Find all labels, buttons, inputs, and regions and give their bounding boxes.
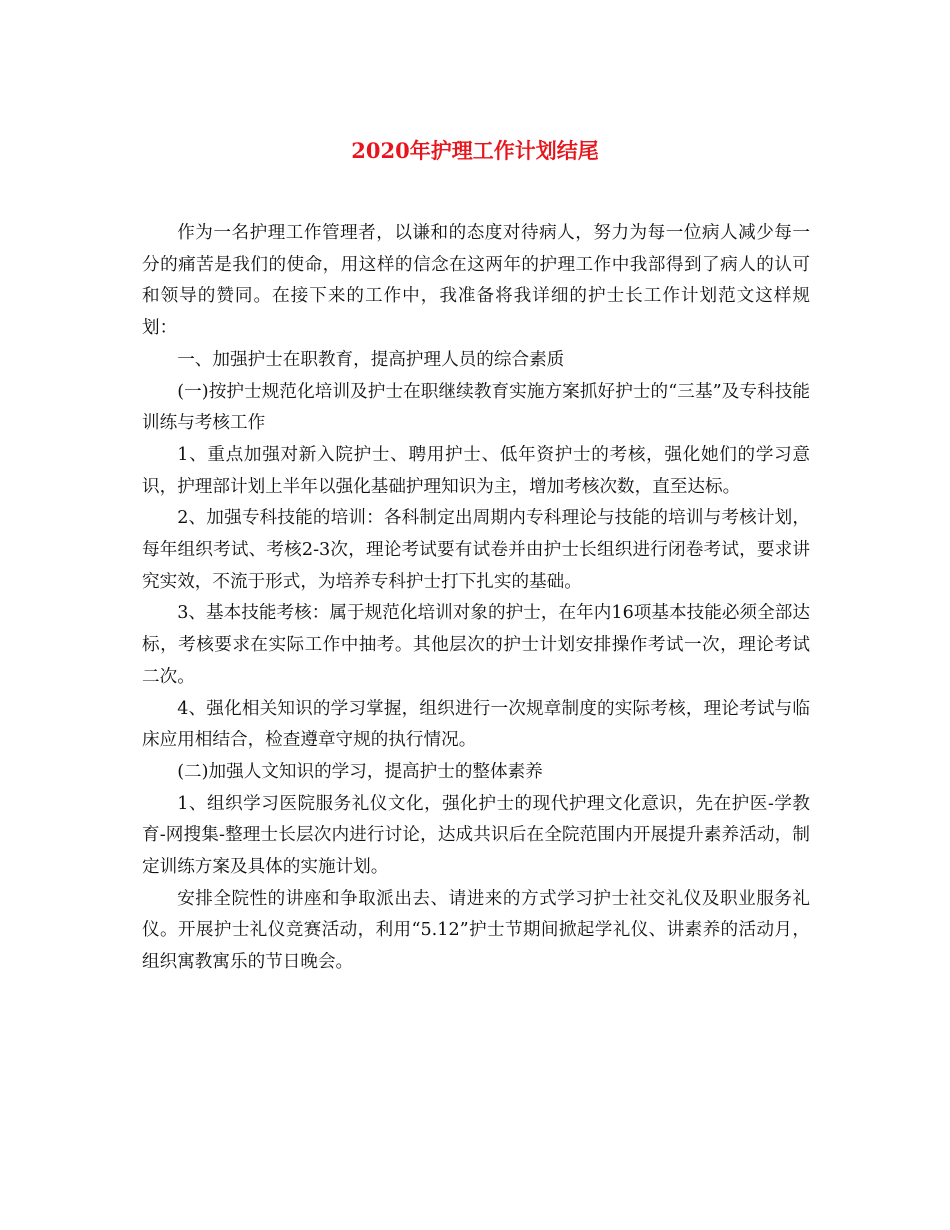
document-body [142,218,810,979]
document-title: 2020年护理工作计划结尾 [351,138,599,163]
paragraph-item-3: 3、基本技能考核：属于规范化培训对象的护士，在年内16项基本技能必须全部达标，考核要求在实际工作中抽考。其他层次的护士计划安排操作考试一次，理论考试二次。 [142,603,810,687]
paragraph-item-6: 安排全院性的讲座和争取派出去、请进来的方式学习护士社交礼仪及职业服务礼仪。开展护士礼仪竞赛活动，利用“5.12”护士节期间掀起学礼仪、讲素养的活动月，组织寓教寓乐的节日晚会。 [142,888,810,973]
paragraph-item-4: 4、强化相关知识的学习掌握，组织进行一次规章制度的实际考核，理论考试与临床应用相结合，检查遵章守规的执行情况。 [142,698,810,751]
paragraph-intro: 作为一名护理工作管理者，以谦和的态度对待病人，努力为每一位病人减少每一分的痛苦是我们的使命，用这样的信念在这两年的护理工作中我部得到了病人的认可和领导的赞同。在接下来的工作中，我准备将我详细的护士长工作计划范文这样规划： [142,223,810,339]
paragraph-item-5: 1、组织学习医院服务礼仪文化，强化护士的现代护理文化意识，先在护医-学教育-网搜集-整理士长层次内进行讨论，达成共识后在全院范围内开展提升素养活动，制定训练方案及具体的实施计划。 [142,793,810,878]
paragraph-item-2: 2、加强专科技能的培训：各科制定出周期内专科理论与技能的培训与考核计划，每年组织考试、考核2-3次，理论考试要有试卷并由护士长组织进行闭卷考试，要求讲究实效，不流于形式，为培养专科护士打下扎实的基础。 [142,508,810,592]
paragraph-item-1: 1、重点加强对新入院护士、聘用护士、低年资护士的考核，强化她们的学习意识，护理部计划上半年以强化基础护理知识为主，增加考核次数，直至达标。 [142,444,810,497]
section-heading-1: 一、加强护士在职教育，提高护理人员的综合素质 [177,349,565,370]
subsection-heading-2: (二)加强人文知识的学习，提高护士的整体素养 [177,761,543,782]
subsection-heading-1: (一)按护士规范化培训及护士在职继续教育实施方案抓好护士的“三基”及专科技能训练与考核工作 [142,381,810,434]
